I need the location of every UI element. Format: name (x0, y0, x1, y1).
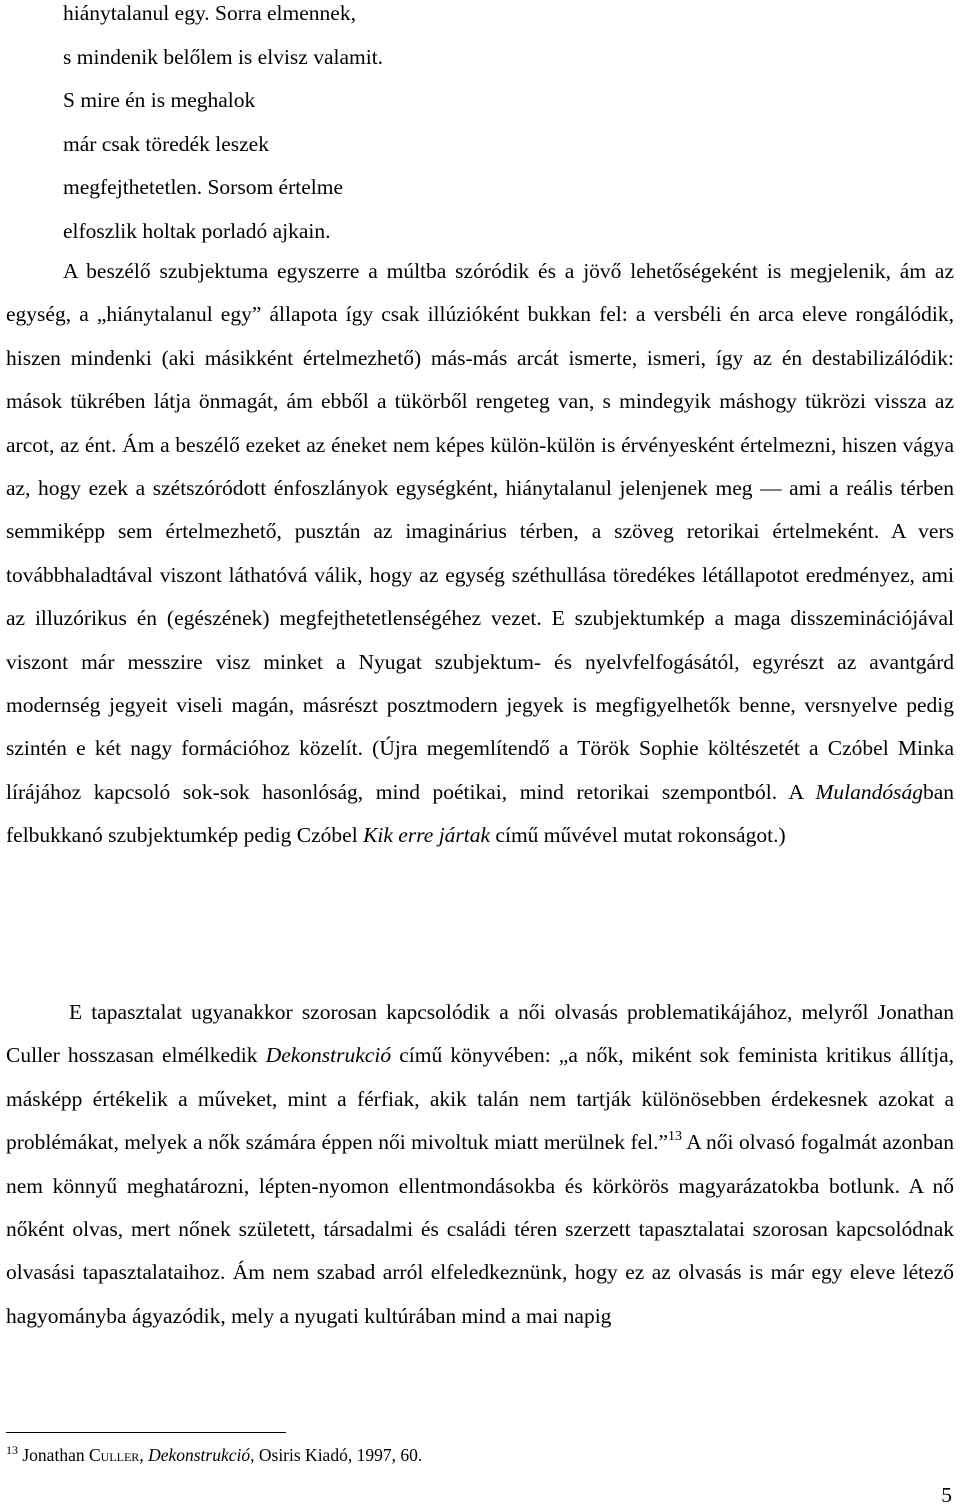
paragraph-text: ban felbukkanó szubjektumkép pedig Czóbel (6, 779, 954, 848)
poem-line: elfoszlik holtak porladó ajkain. (63, 218, 331, 243)
footnote-reference[interactable]: 13 (668, 1129, 683, 1145)
poem-line: megfejthetetlen. Sorsom értelme (63, 175, 344, 199)
italic-title: Kik erre jártak (363, 823, 491, 848)
poem-line: már csak töredék leszek (63, 131, 269, 156)
paragraph-text: A női olvasó fogalmát azonban nem könnyű meghatározni, lépten-nyomon ellentmondásokba és körkörös magyarázatokba botlunk. A nő nőként olvas, mert nőnek született, társadalmi és családi téren szerzett tapasztalatai szorosan kapcsolódnak olvasási tapasztalataihoz. Ám nem szabad arról elfeledkeznünk, hogy ez az olvasás is már egy eleve létező hagyományba ágyazódik, mely a nyugati kultúrában mind a mai napig (6, 1130, 954, 1328)
paragraph-text: A beszélő szubjektuma egyszerre a múltba szóródik és a jövő lehetőségeként is megjelenik, ám az egység, a „hiánytalanul egy” állapota így csak illúzióként bukkan fel: a versbéli én arca eleve rongálódik, hiszen mindenki (aki másikként értelmezhető) más-más arcát ismerte, ismeri, így az én destabilizálódik: mások tükrében látja önmagát, ám ebből a tükörből rengeteg van, s mindegyik máshogy tükrözi vissza az arcot, az ént. Ám a beszélő ezeket az éneket nem képes külön-külön is érvényesként értelmezni, hiszen vágya az, hogy ezek a szétszóródott énfoszlányok egységként, hiánytalanul jelenjenek meg — ami a reális térben semmiképp sem értelmezhető, pusztán az imaginárius térben, a szöveg retorikai értelmeként. A vers továbbhaladtával viszont láthatóvá válik, hogy az egység széthullása töredékes létállapotot eredményez, ami az illuzórikus én (egészének) megfejthetetlenségéhez vezet. E szubjektumkép a maga disszeminációjával viszont már messzire visz minket a Nyugat szubjektum- és nyelvfelfogásától, egyrészt az avantgárd modernség jegyeit viseli magán, másrészt posztmodern jegyek is megfigyelhetők benne, versnyelve pedig szintén e két nagy formációhoz közelít. (Újra megemlítendő a Török Sophie költészetét a Czóbel Minka lírájához kapcsoló sok-sok hasonlóság, mind poétikai, mind retorikai szempontból. A (6, 259, 954, 804)
page-number: 5 (941, 1483, 952, 1507)
footnote-number: 13 (6, 1443, 18, 1457)
italic-title: Dekonstrukció (265, 1043, 392, 1068)
body-paragraph (6, 991, 954, 1338)
paragraph-text: E tapasztalat ugyanakkor szorosan kapcsolódik a női olvasás problematikájához, melyről Jonathan Culler hosszasan elmélkedik (6, 1000, 954, 1068)
footnote-divider (6, 1432, 286, 1433)
poem-line: s mindenik belőlem is elvisz valamit. (63, 44, 384, 69)
body-paragraph (6, 250, 954, 858)
italic-title: Mulandóság (815, 779, 923, 804)
footnote-author-first: Jonathan (22, 1445, 85, 1465)
paragraph-text: című művével mutat rokonságot.) (490, 823, 786, 848)
footnote-title: Dekonstrukció (148, 1445, 251, 1465)
poem-line: hiánytalanul egy. Sorra elmennek, (63, 1, 356, 25)
footnote-author-last: Culler (88, 1445, 140, 1465)
poem-line: S mire én is meghalok (63, 88, 256, 112)
footnote: $^{13}$ Jonathan Culler, Dekonstrukció, Osiris Kiadó, 1997, 60. (6, 1443, 423, 1465)
paragraph-text: című könyvében: „a nők, miként sok feminista kritikus állítja, másképp értékelik a műveket, mint a férfiak, akik talán nem tartják különösebben érdekesnek azokat a problémákat, melyek a nők számára éppen női mivoltuk miatt merülnek fel.” (6, 1043, 954, 1155)
poem-excerpt (63, 0, 383, 253)
footnote-publication: , Osiris Kiadó, 1997, 60. (250, 1445, 423, 1465)
